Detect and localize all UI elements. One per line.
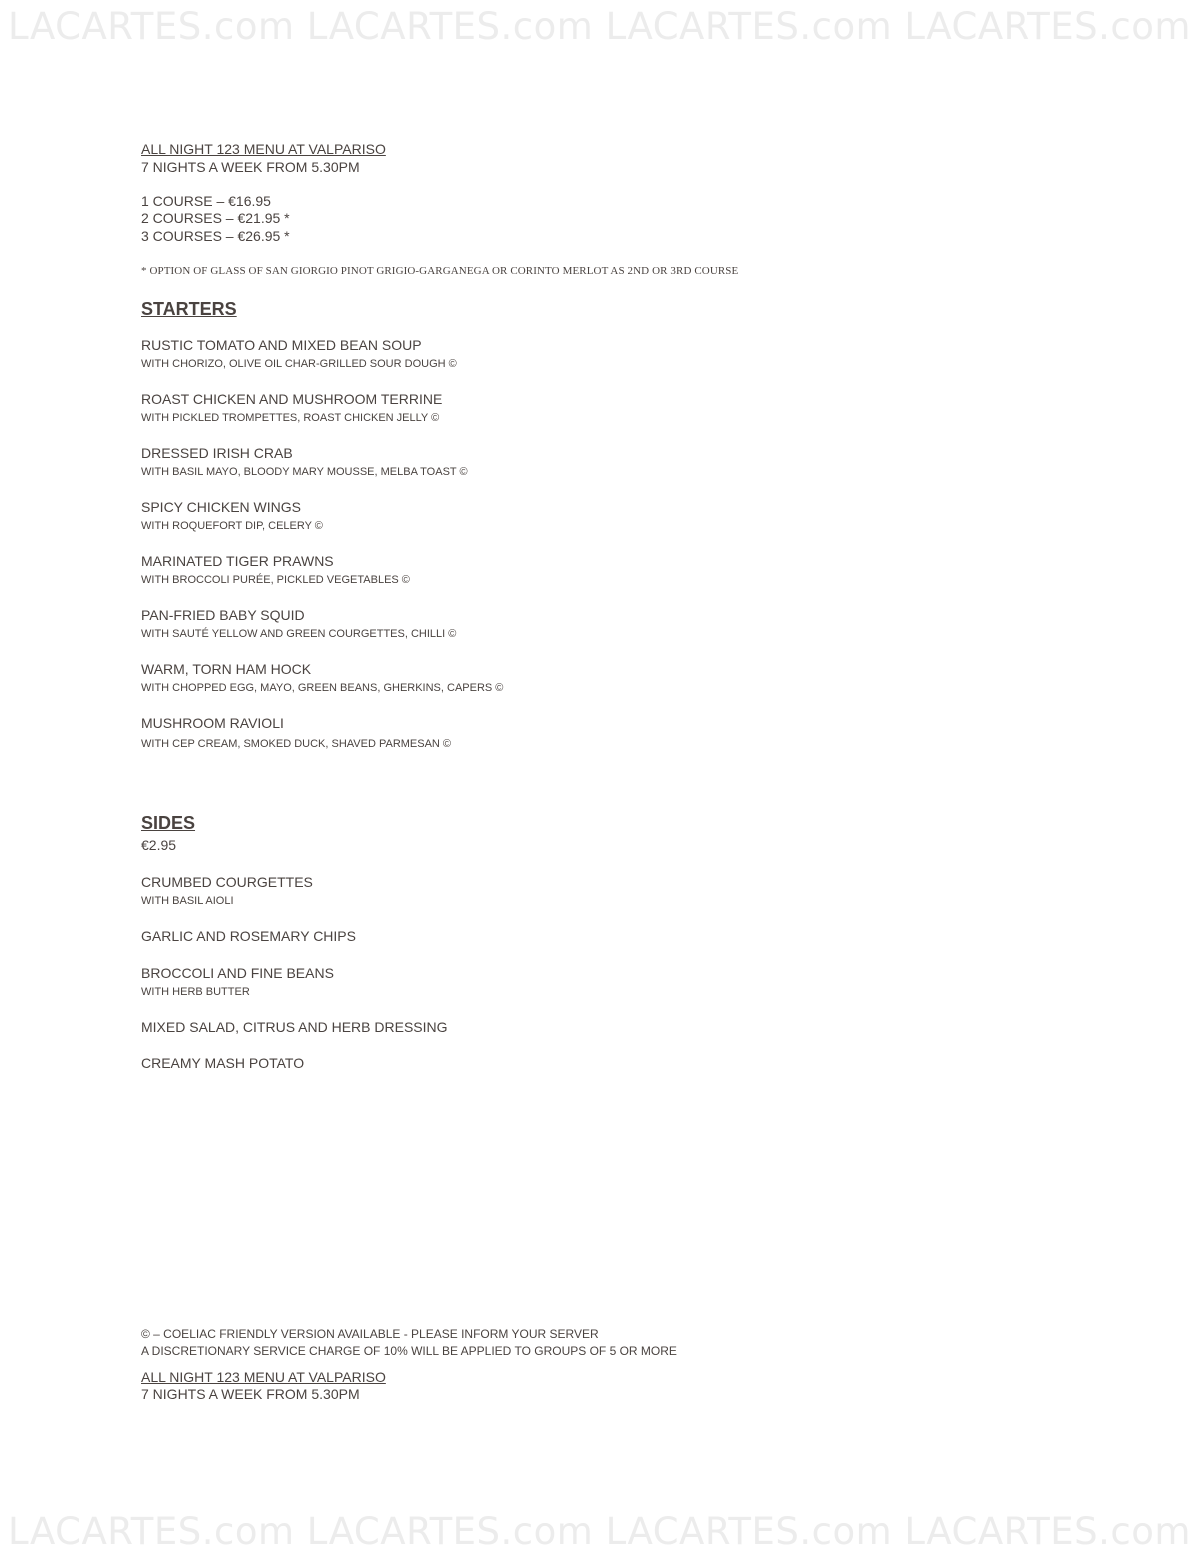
side-item-name: BROCCOLI AND FINE BEANS bbox=[141, 965, 334, 981]
sides-heading: SIDES bbox=[141, 813, 196, 833]
side-item-name: CREAMY MASH POTATO bbox=[141, 1055, 305, 1071]
starter-item-desc: WITH CHOPPED EGG, MAYO, GREEN BEANS, GHERKINS, CAPERS © bbox=[141, 682, 504, 694]
watermark-top: LACARTES.com LACARTES.com LACARTES.com LACARTES.com bbox=[8, 8, 1191, 45]
starter-item-name: SPICY CHICKEN WINGS bbox=[141, 499, 301, 515]
starter-item-name: ROAST CHICKEN AND MUSHROOM TERRINE bbox=[141, 391, 443, 407]
side-item-name: GARLIC AND ROSEMARY CHIPS bbox=[141, 928, 356, 944]
menu-title: ALL NIGHT 123 MENU AT VALPARISO bbox=[141, 141, 386, 157]
starter-item-desc: WITH PICKLED TROMPETTES, ROAST CHICKEN JELLY © bbox=[141, 412, 440, 424]
starter-item-desc: WITH BROCCOLI PURÉE, PICKLED VEGETABLES © bbox=[141, 574, 410, 586]
starter-item-name: DRESSED IRISH CRAB bbox=[141, 445, 293, 461]
starter-item-name: PAN-FRIED BABY SQUID bbox=[141, 607, 305, 623]
starter-item-desc: WITH SAUTÉ YELLOW AND GREEN COURGETTES, CHILLI © bbox=[141, 628, 457, 640]
coeliac-note: © – COELIAC FRIENDLY VERSION AVAILABLE - PLEASE INFORM YOUR SERVER bbox=[141, 1327, 599, 1341]
footer-menu-subtitle: 7 NIGHTS A WEEK FROM 5.30PM bbox=[141, 1386, 360, 1402]
starter-item-desc: WITH ROQUEFORT DIP, CELERY © bbox=[141, 520, 323, 532]
starter-item-name: WARM, TORN HAM HOCK bbox=[141, 661, 312, 677]
starter-item-desc: WITH CHORIZO, OLIVE OIL CHAR-GRILLED SOUR DOUGH © bbox=[141, 358, 457, 370]
side-item-desc: WITH BASIL AIOLI bbox=[141, 895, 234, 907]
menu-subtitle: 7 NIGHTS A WEEK FROM 5.30PM bbox=[141, 159, 360, 175]
wine-option-note: * OPTION OF GLASS OF SAN GIORGIO PINOT GRIGIO-GARGANEGA OR CORINTO MERLOT AS 2ND OR 3RD COURSE bbox=[141, 265, 739, 277]
starter-item-name: RUSTIC TOMATO AND MIXED BEAN SOUP bbox=[141, 337, 422, 353]
starter-item-desc: WITH BASIL MAYO, BLOODY MARY MOUSSE, MELBA TOAST © bbox=[141, 466, 468, 478]
service-charge-note: A DISCRETIONARY SERVICE CHARGE OF 10% WILL BE APPLIED TO GROUPS OF 5 OR MORE bbox=[141, 1344, 677, 1358]
starter-item-name: MARINATED TIGER PRAWNS bbox=[141, 553, 334, 569]
starters-heading: STARTERS bbox=[141, 299, 237, 319]
price-line-3-courses: 3 COURSES – €26.95 * bbox=[141, 228, 290, 244]
price-line-2-courses: 2 COURSES – €21.95 * bbox=[141, 210, 290, 226]
starter-item-desc: WITH CEP CREAM, SMOKED DUCK, SHAVED PARMESAN © bbox=[141, 738, 452, 750]
sides-price: €2.95 bbox=[141, 837, 177, 853]
price-line-1-course: 1 COURSE – €16.95 bbox=[141, 193, 271, 209]
side-item-name: CRUMBED COURGETTES bbox=[141, 874, 313, 890]
side-item-name: MIXED SALAD, CITRUS AND HERB DRESSING bbox=[141, 1019, 448, 1035]
starter-item-name: MUSHROOM RAVIOLI bbox=[141, 715, 284, 731]
side-item-desc: WITH HERB BUTTER bbox=[141, 986, 250, 998]
watermark-bottom: LACARTES.com LACARTES.com LACARTES.com LACARTES.com bbox=[8, 1513, 1191, 1550]
footer-menu-title: ALL NIGHT 123 MENU AT VALPARISO bbox=[141, 1369, 386, 1385]
